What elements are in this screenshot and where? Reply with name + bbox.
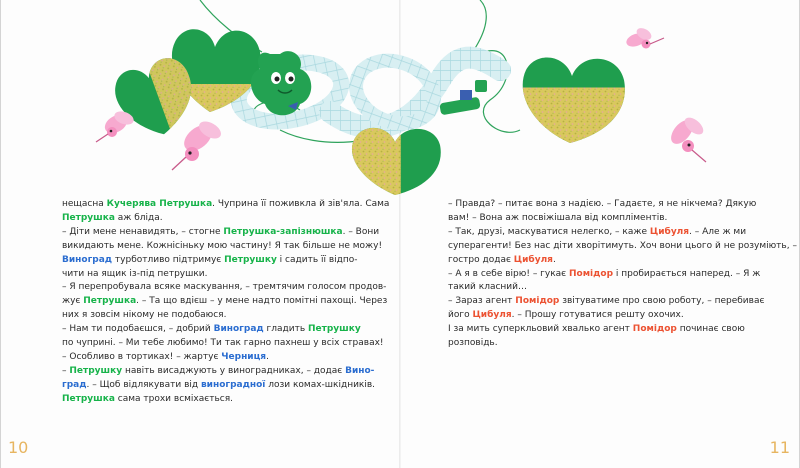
text-segment: навіть висаджують у виноградниках, – додає <box>122 365 346 376</box>
illustration <box>0 0 800 200</box>
character-name: Черниця <box>221 351 267 362</box>
text-segment: і пробирається наперед. – Я ж <box>613 268 761 279</box>
text-segment: – Зараз агент <box>448 296 516 307</box>
text-segment: розповідь. <box>448 338 498 349</box>
text-segment: звітуватиме про свою роботу, – перебиває <box>559 296 765 307</box>
text-segment: – <box>62 365 70 376</box>
text-line <box>62 323 361 337</box>
text-line <box>62 281 387 295</box>
text-segment: лози комах-шкідників. <box>265 379 376 390</box>
text-line <box>62 337 384 351</box>
text-line <box>448 268 761 282</box>
text-segment: – Я перепробувала всяке маскування, – тремтячим голосом продов- <box>62 282 387 293</box>
text-segment: викидають мене. Кожнісіньку мою частину! Я так більше не можу! <box>62 240 383 251</box>
text-line <box>62 309 358 323</box>
character-name: Вино- <box>345 365 375 376</box>
text-segment: . – Прошу готуватися решту охочих. <box>511 310 684 321</box>
character-name: Цибуля <box>472 310 512 321</box>
text-segment: жує <box>62 296 84 307</box>
text-line <box>62 268 358 282</box>
text-segment: суперагенти! Без нас діти хворітимуть. Хоч вони цього й не розуміють, – <box>448 240 797 251</box>
character-name: Виноград <box>213 324 264 335</box>
text-line <box>448 254 758 268</box>
text-segment: починає свою <box>676 324 745 335</box>
text-segment: гостро додає <box>448 254 514 265</box>
text-line <box>448 198 758 212</box>
text-segment: такий класний… <box>448 282 527 293</box>
right-page-text <box>448 198 797 351</box>
text-line <box>448 240 797 254</box>
text-segment: – Нам ти подобаєшся, – добрий <box>62 324 214 335</box>
text-line <box>448 337 758 351</box>
left-page-text <box>62 198 390 407</box>
text-line <box>62 254 358 268</box>
text-segment: – Особливо в тортиках! – жартує <box>62 351 222 362</box>
character-name: Петрушка <box>83 296 137 307</box>
text-segment: турботливо підтримує <box>112 254 225 265</box>
right-page-number: 11 <box>769 438 790 457</box>
text-segment: І за мить суперкльовий хвалько агент <box>448 324 633 335</box>
text-line <box>448 323 758 337</box>
text-line <box>448 281 758 295</box>
character-name: град <box>62 379 87 390</box>
text-segment: – Так, друзі, маскуватися нелегко, – каже <box>448 226 650 237</box>
text-line <box>62 351 358 365</box>
character-name: Помідор <box>568 268 614 279</box>
text-line <box>62 226 380 240</box>
text-segment: . <box>266 351 269 362</box>
character-name: Цибуля <box>649 226 690 237</box>
text-line <box>448 295 765 309</box>
text-line <box>448 226 758 240</box>
text-segment: і садить її відпо- <box>276 254 358 265</box>
text-segment: . – Вони <box>342 226 380 237</box>
text-segment: чити на ящик із-під петрушки. <box>62 268 208 279</box>
character-name: Петрушка <box>62 212 115 223</box>
character-name: Цибуля <box>513 254 553 265</box>
character-name: Петрушка <box>62 393 115 404</box>
text-segment: – Діти мене ненавидять, – стогне <box>62 226 224 237</box>
text-line <box>62 198 390 212</box>
text-line <box>62 212 358 226</box>
text-segment: гладить <box>263 324 309 335</box>
text-line <box>62 365 375 379</box>
text-segment: . Чуприна її поживкла й зів'яла. Сама <box>212 199 390 209</box>
character-name: Помідор <box>632 324 677 335</box>
text-segment: них я зовсім нікому не подобаюся. <box>62 310 227 321</box>
text-segment: нещасна <box>62 199 107 209</box>
left-page-number: 10 <box>8 438 29 457</box>
text-line <box>62 240 383 254</box>
text-line <box>448 309 758 323</box>
text-segment: сама трохи всміхається. <box>114 393 233 404</box>
text-line <box>62 379 376 393</box>
text-line <box>62 393 358 407</box>
character-name: Помідор <box>515 296 560 307</box>
character-name: Виноград <box>62 254 113 265</box>
text-segment: – А я в себе вірю! – гукає <box>448 268 569 279</box>
character-name: Петрушку <box>69 365 123 376</box>
text-segment: – Правда? – питає вона з надією. – Гадаєте, я не нікчема? Дякую <box>448 199 757 209</box>
text-segment: по чуприні. – Ми тебе любимо! Ти так гарно пахнеш у всіх стравах! <box>62 338 384 349</box>
character-name: виноградної <box>200 379 266 390</box>
text-segment: його <box>448 310 473 321</box>
character-name: Петрушку <box>308 324 361 335</box>
text-line <box>62 295 388 309</box>
character-name: Петрушку <box>224 254 277 265</box>
text-segment: . – Але ж ми <box>689 226 747 237</box>
text-segment: аж бліда. <box>114 212 163 223</box>
text-segment: вам! – Вона аж посвіжішала від компліментів. <box>448 212 668 223</box>
text-segment: . – Та що вдієш – у мене надто помітні пахощі. Через <box>136 296 388 307</box>
character-name: Кучерява Петрушка <box>106 199 213 209</box>
character-name: Петрушка-запізнюшка <box>223 226 343 237</box>
text-segment: . – Щоб відлякувати від <box>86 379 201 390</box>
text-line <box>448 212 758 226</box>
text-segment: . <box>552 254 556 265</box>
